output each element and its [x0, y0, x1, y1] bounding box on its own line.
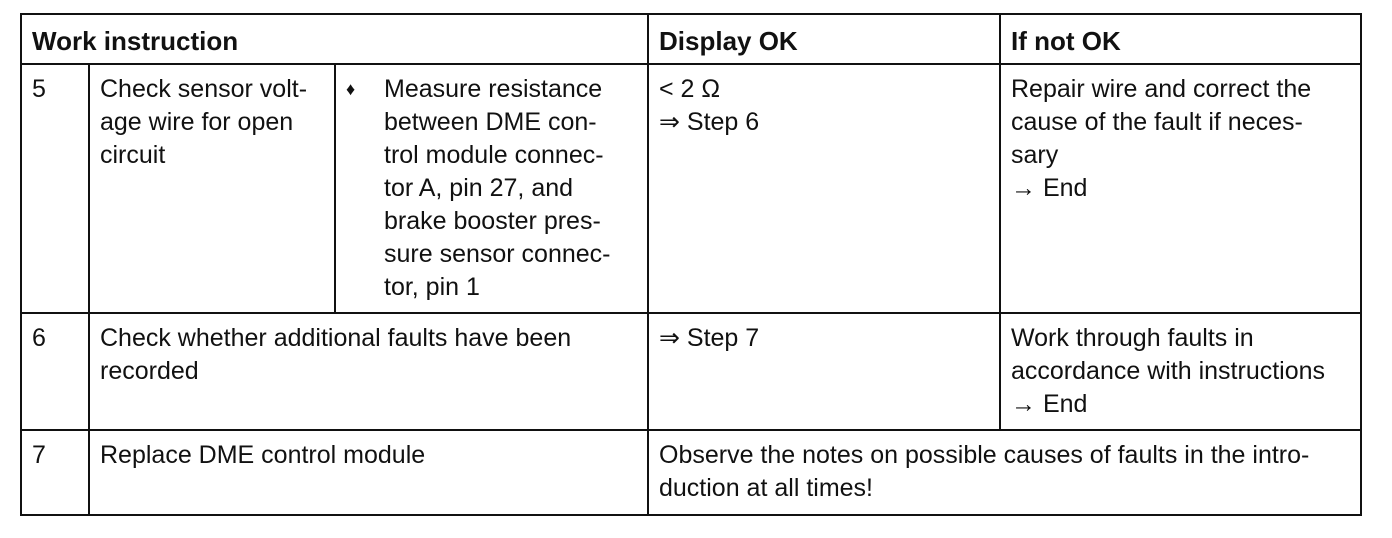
step-number: 6 [21, 313, 89, 430]
text-line: trol module connec- [384, 141, 604, 169]
step-5-measure-text [335, 64, 648, 313]
text-line: → End [1011, 174, 1088, 202]
step-6-row [21, 313, 1361, 430]
text-line: → End [1011, 390, 1088, 418]
text-line: Observe the notes on possible causes of faults in the intro- [659, 441, 1310, 469]
step-6-display-ok [648, 313, 1000, 430]
text-line: sure sensor connec- [384, 240, 611, 268]
text-line: circuit [100, 141, 166, 169]
text-line: sary [1011, 141, 1059, 169]
step-5-if-not-ok [1000, 64, 1361, 313]
step-5-display-ok [648, 64, 1000, 313]
text-line: cause of the fault if neces- [1011, 108, 1303, 136]
text-line: Check whether additional faults have been [100, 324, 572, 352]
text-line: < 2 Ω [659, 75, 721, 103]
bullet-text [384, 73, 611, 304]
header-display-ok: Display OK [648, 14, 1000, 64]
text-line: Repair wire and correct the [1011, 75, 1312, 103]
text-line: ⇒ Step 7 [659, 324, 760, 352]
header-if-not-ok: If not OK [1000, 14, 1361, 64]
text-line: age wire for open [100, 108, 294, 136]
step-5-check-text [89, 64, 335, 313]
text-line: ⇒ Step 6 [659, 108, 760, 136]
text-line: tor, pin 1 [384, 273, 480, 301]
text-line: Measure resistance [384, 75, 603, 103]
text-line: brake booster pres- [384, 207, 601, 235]
step-7-instruction [89, 430, 648, 515]
step-5-row [21, 64, 1361, 313]
header-row [21, 14, 1361, 64]
step-6-if-not-ok [1000, 313, 1361, 430]
text-line: accordance with instructions [1011, 357, 1326, 385]
step-6-instruction [89, 313, 648, 430]
work-instruction-table [20, 13, 1362, 516]
step-number: 7 [21, 430, 89, 515]
text-line: duction at all times! [659, 474, 873, 502]
diamond-bullet-icon: ♦ [346, 79, 356, 99]
text-line: Check sensor volt- [100, 75, 308, 103]
text-line: Replace DME control module [100, 441, 426, 469]
text-line: recorded [100, 357, 199, 385]
step-7-row [21, 430, 1361, 515]
step-7-note [648, 430, 1361, 515]
text-line: Work through faults in [1011, 324, 1254, 352]
text-line: between DME con- [384, 108, 597, 136]
bullet-item [346, 73, 637, 304]
step-number: 5 [21, 64, 89, 313]
text-line: tor A, pin 27, and [384, 174, 574, 202]
header-work-instruction: Work instruction [21, 14, 648, 64]
